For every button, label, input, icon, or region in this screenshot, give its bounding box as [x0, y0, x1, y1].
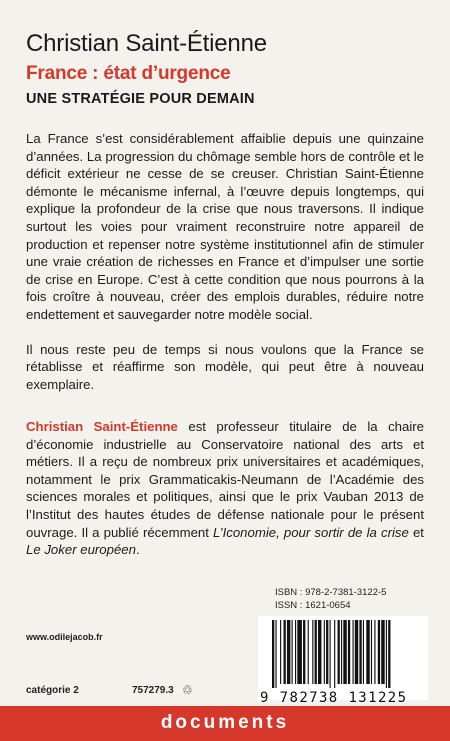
- barcode-bar: [287, 620, 290, 684]
- barcode-bar: [355, 620, 358, 684]
- publisher-website[interactable]: www.odilejacob.fr: [26, 632, 103, 642]
- barcode-bar: [280, 620, 281, 684]
- barcode-bars: [258, 616, 428, 688]
- barcode-bar: [272, 620, 274, 688]
- book-subtitle: UNE STRATÉGIE POUR DEMAIN: [26, 91, 255, 107]
- barcode-bar: [338, 620, 340, 684]
- isbn-block: [275, 586, 386, 612]
- barcode-bar: [303, 620, 305, 684]
- isbn: ISBN : 978-2-7381-3122-5: [275, 587, 387, 598]
- barcode-bar: [315, 620, 317, 684]
- barcode-digits: 9 782738 131225: [260, 690, 408, 706]
- category-label: catégorie 2: [26, 685, 79, 696]
- barcode-bar: [359, 620, 361, 684]
- author-name: Christian Saint-Étienne: [26, 30, 267, 57]
- barcode-bar: [326, 620, 328, 684]
- barcode-bar: [295, 620, 296, 684]
- bio-book-2: Le Joker européen: [26, 542, 136, 558]
- barcode-bar: [386, 620, 387, 688]
- bio-text-1: est professeur titulaire de la chaire d’économie industrielle au Conservatoire national des arts et métiers. Il a reçu de nombreux prix universitaires et académiques, notamment le prix Grammaticakis-Neumann de l’Académie des sciences morales et politiques, ainsi que le prix Vauban 2013 de l’Institut des hautes études de défense nationale pour le présent ouvrage. Il a publié récemment: [26, 419, 424, 540]
- barcode-bar: [374, 620, 375, 684]
- bio-book-1: L’Iconomie, pour sortir de la crise: [213, 524, 409, 540]
- blurb: [26, 130, 424, 410]
- issn: ISSN : 1621-0654: [275, 600, 351, 611]
- barcode-bar: [348, 620, 350, 684]
- barcode-bar: [341, 620, 342, 684]
- barcode-bar: [292, 620, 293, 684]
- product-code: 757279.3: [132, 685, 174, 696]
- barcode-bar: [363, 620, 364, 684]
- barcode-bar: [371, 620, 372, 684]
- barcode-bar: [378, 620, 380, 684]
- barcode-bar: [381, 620, 384, 684]
- bio-author-name: Christian Saint-Étienne: [26, 419, 178, 434]
- book-title: France : état d’urgence: [26, 63, 231, 84]
- barcode-bar: [388, 620, 390, 688]
- barcode-bar: [324, 620, 325, 684]
- barcode-bar: [353, 620, 354, 684]
- blurb-paragraph-1: La France s’est considérablement affaiblie depuis une quinzaine d’années. La progression du chômage semble hors de contrôle et le déficit extérieur ne cesse de se creuser. Christian Saint-Étienne démonte le mécanisme infernal, à l’œuvre depuis longtemps, qui explique la profondeur de la crise que nous traversons. Il indique surtout les voies pour vraiment reconstruire notre appareil de production et repenser notre système institutionnel afin de stimuler une vraie création de richesses en France et d’impulser une sortie de crise en Europe. C’est à cette condition que nous pourrons à la fois croître à nouveau, créer des emplois durables, réduire notre endettement et sauvegarder notre modèle social.: [26, 131, 424, 322]
- barcode-bar: [334, 620, 335, 688]
- bio-text-3: .: [135, 542, 140, 558]
- barcode-bar: [343, 620, 346, 684]
- barcode-bar: [366, 620, 369, 684]
- barcode-bar: [275, 620, 276, 688]
- bio-text-2: et: [408, 524, 424, 540]
- author-bio: [26, 418, 424, 559]
- barcode-bar: [330, 620, 331, 688]
- barcode-bar: [297, 620, 302, 684]
- barcode-bar: [312, 620, 313, 684]
- barcode: [258, 616, 428, 700]
- recycle-mark-icon: ♲: [182, 683, 193, 697]
- barcode-bar: [318, 620, 321, 684]
- blurb-paragraph-2: Il nous reste peu de temps si nous voulons que la France se rétablisse et réaffirme son modèle, qui peut être à nouveau exemplaire.: [26, 341, 424, 392]
- series-label: documents: [160, 712, 290, 733]
- barcode-bar: [308, 620, 309, 684]
- barcode-bar: [284, 620, 286, 684]
